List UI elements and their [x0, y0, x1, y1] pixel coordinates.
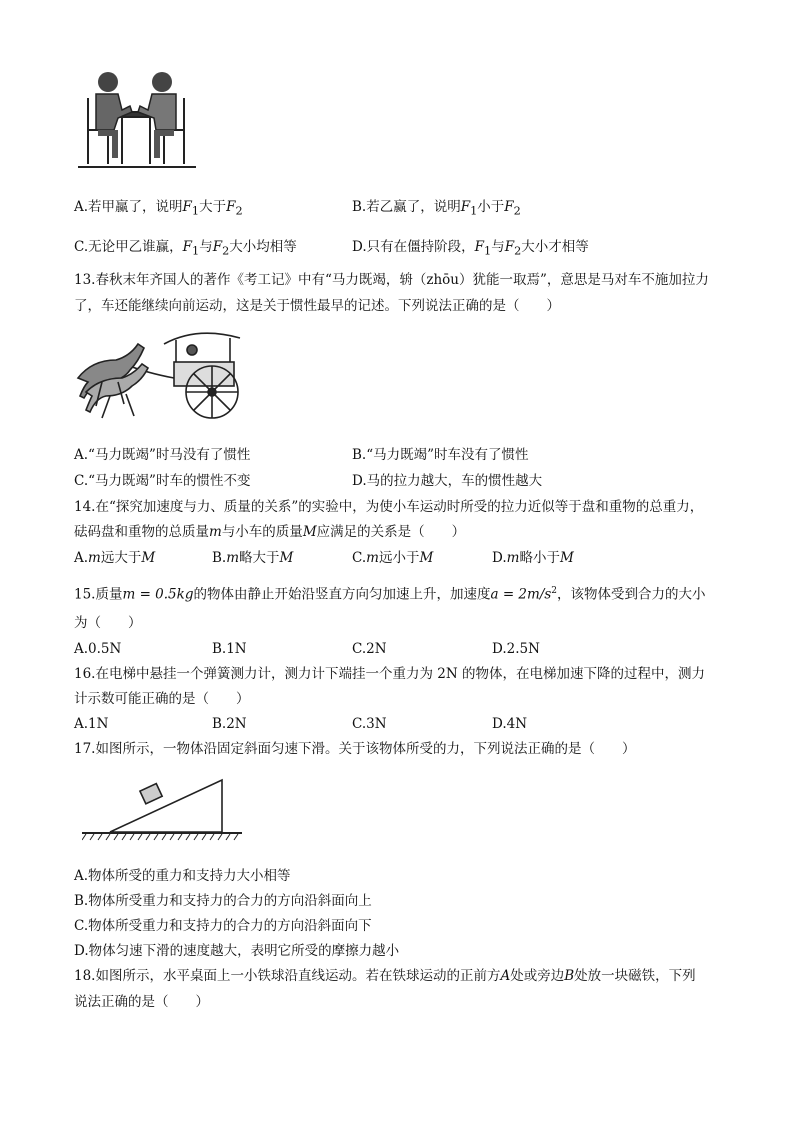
q16-option-d: D.4N [492, 716, 528, 732]
q13-stem-line2: 了，车还能继续向前运动，这是关于惯性最早的记述。下列说法正确的是（ ） [74, 298, 560, 314]
q15-option-c: C.2N [352, 641, 387, 657]
q16-option-b: B.2N [212, 716, 247, 732]
q16-option-c: C.3N [352, 716, 387, 732]
q17-option-b: B.物体所受重力和支持力的合力的方向沿斜面向上 [74, 893, 372, 909]
q17-option-c: C.物体所受重力和支持力的合力的方向沿斜面向下 [74, 918, 372, 934]
q16-stem-line2: 计示数可能正确的是（ ） [74, 691, 250, 707]
q14-option-d: D.m略小于M [492, 550, 574, 566]
q18-stem-line1: 18.如图所示，水平桌面上一小铁球沿直线运动。若在铁球运动的正前方A处或旁边B处放一块磁铁，下列 [74, 968, 696, 984]
q14-option-b: B.m略大于M [212, 550, 294, 566]
q13-option-a: A.“马力既竭”时马没有了惯性 [74, 447, 251, 463]
q13-option-c: C.“马力既竭”时车的惯性不变 [74, 473, 251, 489]
q16-option-a: A.1N [74, 716, 109, 732]
q13-option-b: B.“马力既竭”时车没有了惯性 [352, 447, 529, 463]
q15-option-b: B.1N [212, 641, 247, 657]
q17-stem-line1: 17.如图所示，一物体沿固定斜面匀速下滑。关于该物体所受的力，下列说法正确的是（ ） [74, 741, 636, 757]
q14-option-a: A.m远大于M [74, 550, 156, 566]
q15-option-a: A.0.5N [74, 641, 122, 657]
arm-wrestling-figure [78, 68, 196, 172]
q17-option-d: D.物体匀速下滑的速度越大，表明它所受的摩擦力越小 [74, 943, 400, 959]
incline-figure [82, 770, 242, 842]
q17-option-a: A.物体所受的重力和支持力大小相等 [74, 868, 291, 884]
q18-stem-line2: 说法正确的是（ ） [74, 994, 209, 1010]
q12-option-a: A.若甲赢了，说明$F_1$大于$F_2$ [74, 199, 243, 218]
q12-option-c: C.无论甲乙谁赢，$F_1$与$F_2$大小均相等 [74, 239, 297, 258]
horse-chariot-figure [72, 322, 252, 428]
q15-stem-line1: 15.质量m = 0.5kg的物体由静止开始沿竖直方向匀加速上升，加速度$a = 2m/s^2$，该物体受到合力的大小 [74, 586, 706, 603]
q14-stem-line2: 砝码盘和重物的总质量m与小车的质量M应满足的关系是（ ） [74, 524, 466, 540]
q14-stem-line1: 14.在“探究加速度与力、质量的关系”的实验中，为使小车运动时所受的拉力近似等于盘和重物的总重力， [74, 499, 704, 515]
q16-stem-line1: 16.在电梯中悬挂一个弹簧测力计，测力计下端挂一个重力为 2N 的物体，在电梯加速下降的过程中，测力 [74, 666, 705, 682]
q14-option-c: C.m远小于M [352, 550, 434, 566]
q12-option-b: B.若乙赢了，说明$F_1$小于$F_2$ [352, 199, 521, 218]
q13-stem-line1: 13.春秋末年齐国人的著作《考工记》中有“马力既竭，辀（zhōu）犹能一取焉”，意思是马对车不施加拉力 [74, 272, 709, 288]
q15-stem-line2: 为（ ） [74, 615, 142, 631]
q12-option-d: D.只有在僵持阶段，$F_1$与$F_2$大小才相等 [352, 239, 589, 258]
q15-option-d: D.2.5N [492, 641, 540, 657]
q13-option-d: D.马的拉力越大，车的惯性越大 [352, 473, 543, 489]
